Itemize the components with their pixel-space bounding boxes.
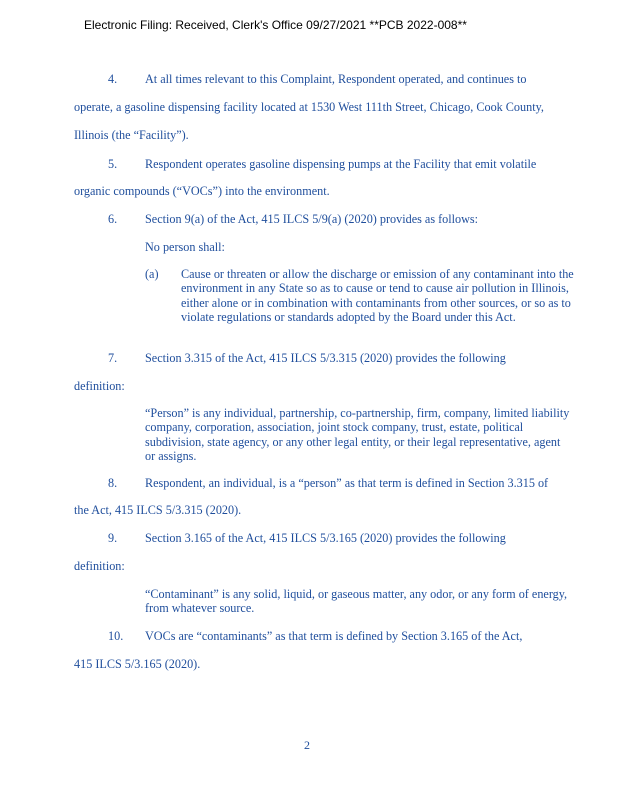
paragraph-9-line-2: definition: [74,559,125,573]
paragraph-6-intro: No person shall: [145,240,225,254]
paragraph-6-line-1: Section 9(a) of the Act, 415 ILCS 5/9(a) (2020) provides as follows: [145,212,479,226]
paragraph-10-line-2: 415 ILCS 5/3.165 (2020). [74,657,201,671]
contaminant-definition-quote: “Contaminant” is any solid, liquid, or gaseous matter, any odor, or any form of energy, from whatever source. [145,587,568,616]
electronic-filing-header: Electronic Filing: Received, Clerk's Office 09/27/2021 **PCB 2022-008** [84,18,467,32]
paragraph-5-line-2: organic compounds (“VOCs”) into the environment. [74,184,330,198]
paragraph-9-line-1: Section 3.165 of the Act, 415 ILCS 5/3.165 (2020) provides the following [145,531,506,545]
paragraph-7-line-1: Section 3.315 of the Act, 415 ILCS 5/3.315 (2020) provides the following [145,351,506,365]
paragraph-number: 9. [108,531,118,545]
statute-quote-9a: Cause or threaten or allow the discharge or emission of any contaminant into the environment in any State so as to cause or tend to cause air pollution in Illinois, either alone or in combination with contaminants from other sources, or so as to violate regulations or standards adopted by the Board under this Act. [181,267,574,325]
paragraph-number: 10. [108,629,124,643]
paragraph-number: 6. [108,212,118,226]
paragraph-number: 4. [108,72,118,86]
paragraph-5-line-1: Respondent operates gasoline dispensing pumps at the Facility that emit volatile [145,157,537,171]
paragraph-8-line-2: the Act, 415 ILCS 5/3.315 (2020). [74,503,242,517]
paragraph-10-line-1: VOCs are “contaminants” as that term is defined by Section 3.165 of the Act, [145,629,523,643]
paragraph-number: 8. [108,476,118,490]
paragraph-number: 7. [108,351,118,365]
paragraph-4-line-3: Illinois (the “Facility”). [74,128,189,142]
paragraph-number: 5. [108,157,118,171]
page-number: 2 [304,738,310,752]
person-definition-quote: “Person” is any individual, partnership, co-partnership, firm, company, limited liability company, corporation, association, joint stock company, trust, estate, political subdivision, state agency, or any other legal entity, or their legal representative, agent or assigns. [145,406,570,464]
subsection-label: (a) [145,267,159,281]
paragraph-8-line-1: Respondent, an individual, is a “person” as that term is defined in Section 3.315 of [145,476,549,490]
paragraph-4-line-1: At all times relevant to this Complaint, Respondent operated, and continues to [145,72,527,86]
paragraph-7-line-2: definition: [74,379,125,393]
paragraph-4-line-2: operate, a gasoline dispensing facility located at 1530 West 111th Street, Chicago, Cook County, [74,100,544,114]
